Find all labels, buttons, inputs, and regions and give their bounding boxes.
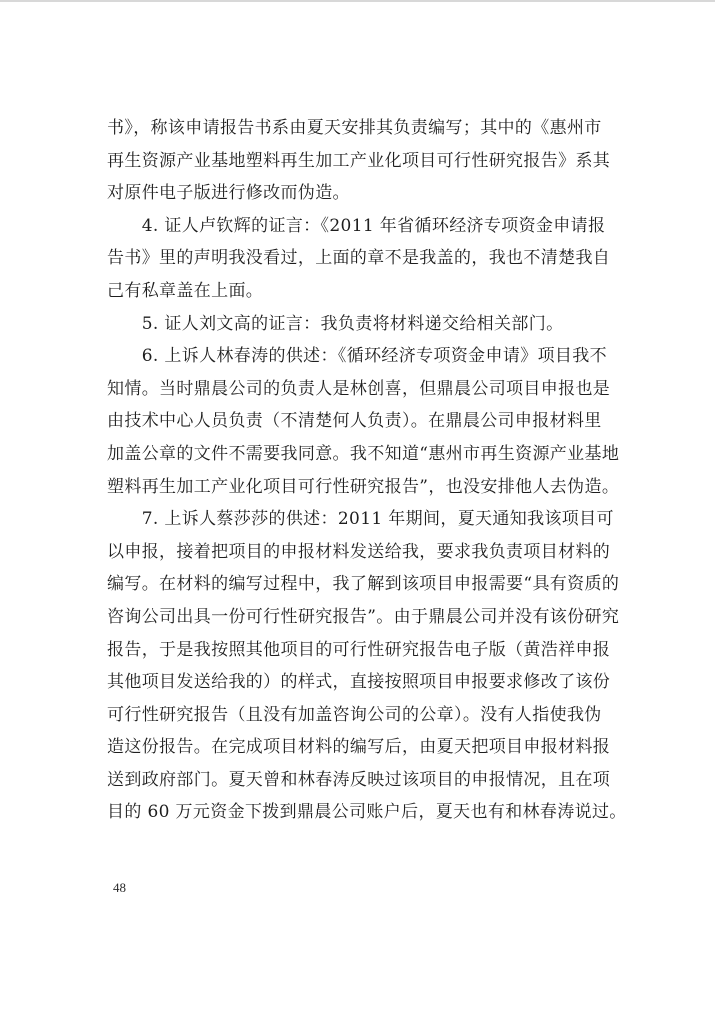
body-line: 可行性研究报告（且没有加盖咨询公司的公章）。没有人指使我伪 bbox=[107, 704, 602, 725]
body-line: 编写。在材料的编写过程中，我了解到该项目申报需要“具有资质的 bbox=[107, 574, 620, 595]
body-line: 己有私章盖在上面。 bbox=[107, 280, 264, 301]
body-line: 5. 证人刘文高的证言：我负责将材料递交给相关部门。 bbox=[107, 313, 564, 334]
body-line: 告书》里的声明我没看过，上面的章不是我盖的，我也不清楚我自 bbox=[107, 248, 611, 269]
body-line: 塑料再生加工产业化项目可行性研究报告”，也没安排他人去伪造。 bbox=[107, 476, 620, 497]
body-line: 造这份报告。在完成项目材料的编写后，由夏天把项目申报材料报 bbox=[107, 737, 611, 758]
body-line: 加盖公章的文件不需要我同意。我不知道“惠州市再生资源产业基地 bbox=[107, 443, 620, 464]
body-line: 6. 上诉人林春涛的供述：《循环经济专项资金申请》项目我不 bbox=[107, 346, 607, 367]
body-line: 其他项目发送给我的）的样式，直接按照项目申报要求修改了该份 bbox=[107, 672, 611, 693]
body-line: 报告，于是我按照其他项目的可行性研究报告电子版（黄浩祥申报 bbox=[107, 639, 611, 660]
body-line: 书》，称该申请报告书系由夏天安排其负责编写；其中的《惠州市 bbox=[107, 118, 602, 138]
body-line: 送到政府部门。夏天曾和林春涛反映过该项目的申报情况，且在项 bbox=[107, 769, 611, 790]
body-line: 目的 60 万元资金下拨到鼎晨公司账户后，夏天也有和林春涛说过。 bbox=[107, 802, 627, 823]
body-line: 咨询公司出具一份可行性研究报告”。由于鼎晨公司并没有该份研究 bbox=[107, 606, 620, 627]
body-line: 知情。当时鼎晨公司的负责人是林创喜，但鼎晨公司项目申报也是 bbox=[107, 378, 611, 399]
scan-edge-divider bbox=[0, 0, 715, 2]
body-line: 再生资源产业基地塑料再生加工产业化项目可行性研究报告》系其 bbox=[107, 150, 611, 171]
body-line: 由技术中心人员负责（不清楚何人负责）。在鼎晨公司申报材料里 bbox=[107, 411, 602, 432]
body-line: 以申报，接着把项目的申报材料发送给我，要求我负责项目材料的 bbox=[107, 541, 611, 562]
body-line: 4. 证人卢钦辉的证言：《2011 年省循环经济专项资金申请报 bbox=[107, 215, 606, 236]
body-line: 7. 上诉人蔡莎莎的供述：2011 年期间，夏天通知我该项目可 bbox=[107, 509, 614, 530]
page-number: 48 bbox=[113, 880, 126, 895]
document-body bbox=[107, 112, 627, 829]
body-line: 对原件电子版进行修改而伪造。 bbox=[107, 183, 350, 204]
